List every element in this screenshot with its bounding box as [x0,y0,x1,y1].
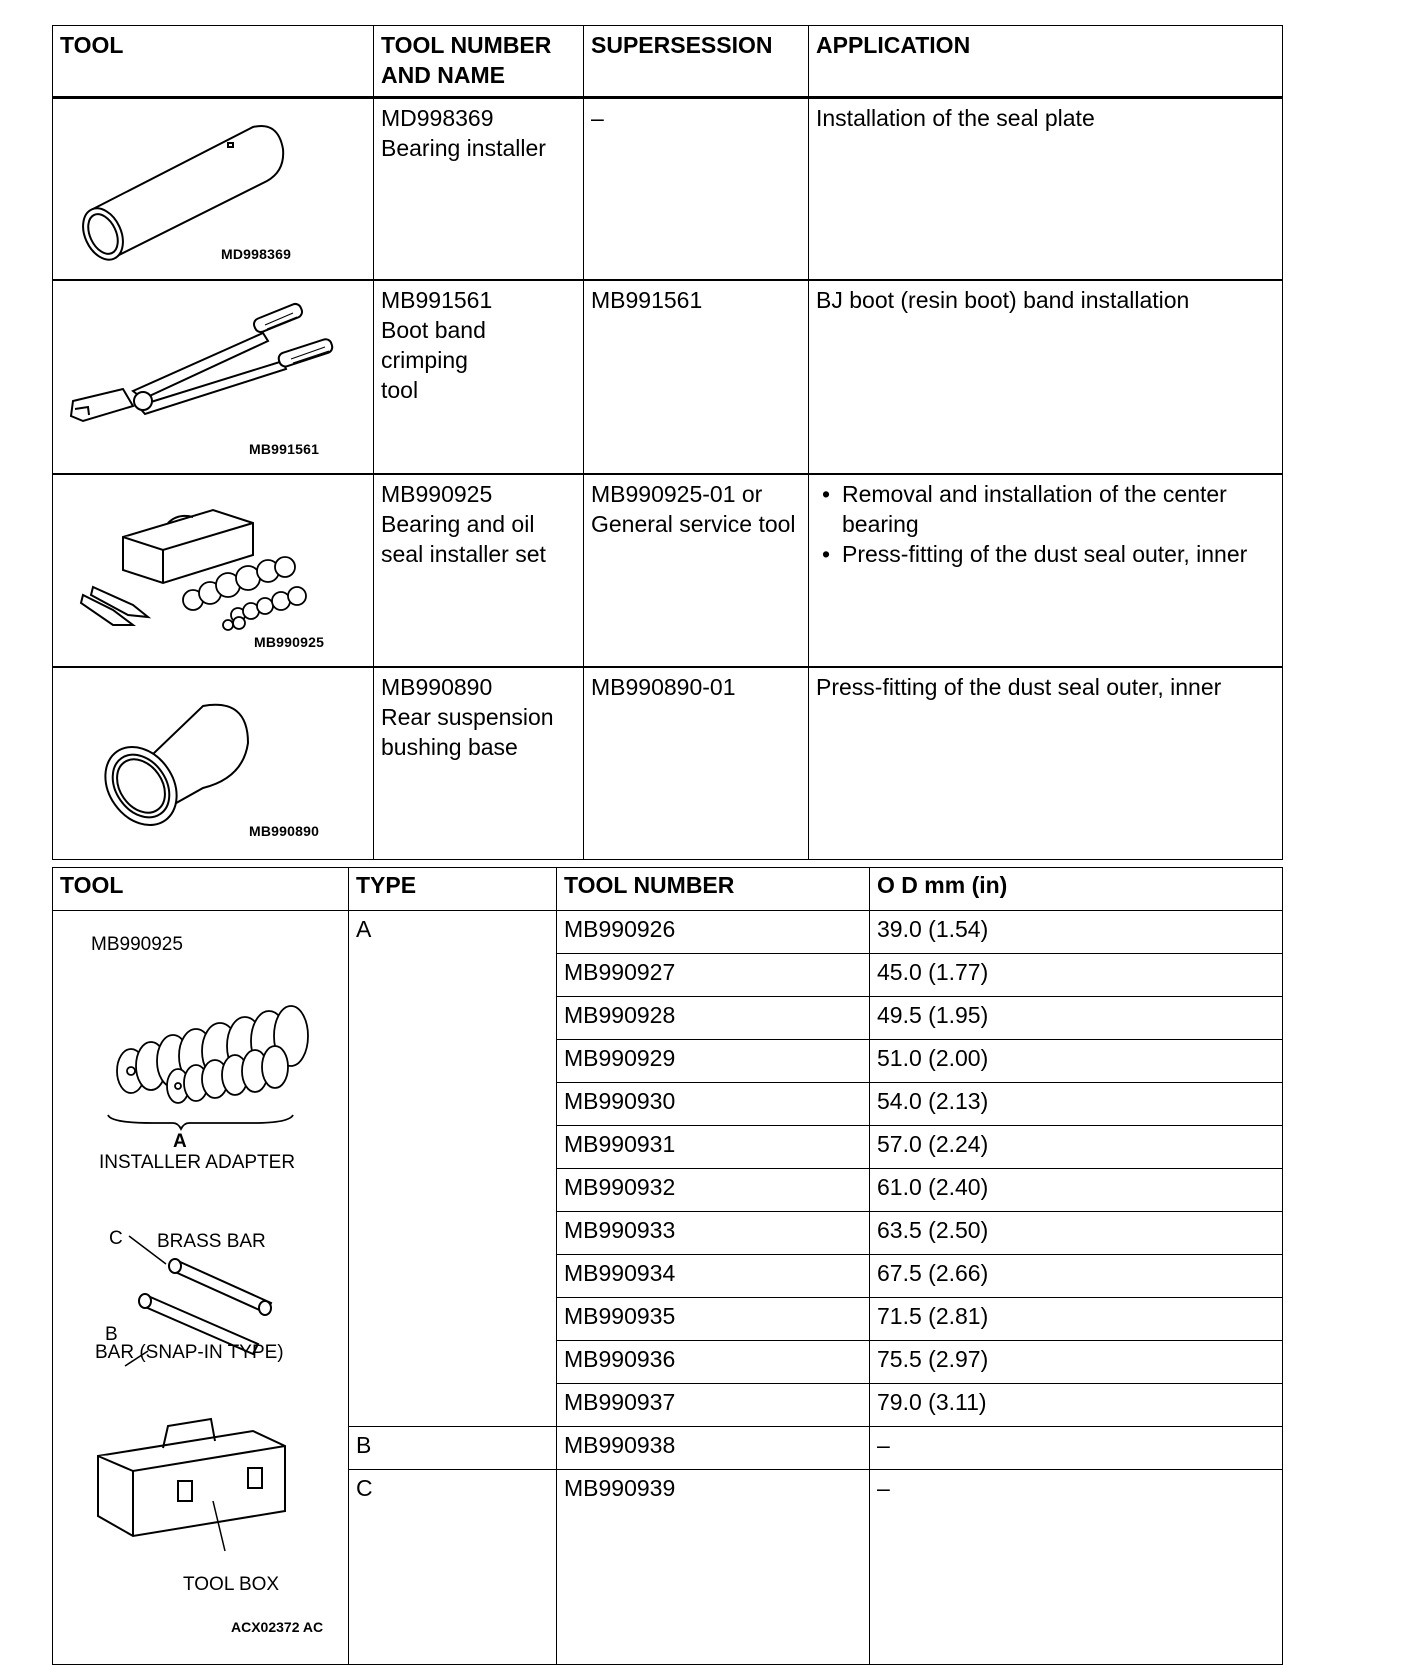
tool-number: MB990928 [557,997,870,1040]
tool-number: MD998369 [381,105,494,131]
table-row [53,98,1283,281]
special-tools-table [52,25,1283,860]
table-row [53,911,1283,954]
od-value: 63.5 (2.50) [870,1212,1283,1255]
tool-number: MB990925 [381,481,493,507]
installer-set-illustration [53,475,374,665]
tool-illustration-cell [53,98,374,281]
tool-illustration-cell [53,474,374,667]
tool-number: MB990890 [381,674,493,700]
header-tool-number: TOOL NUMBER [557,868,870,911]
od-value: 57.0 (2.24) [870,1126,1283,1169]
tool-caption: MD998369 [221,246,292,262]
tool-name: Boot band crimping tool [381,317,486,403]
od-value: 71.5 (2.81) [870,1298,1283,1341]
od-value: 49.5 (1.95) [870,997,1283,1040]
application-list [816,479,1275,569]
tool-number: MB990938 [557,1427,870,1470]
table-row [53,280,1283,474]
tool-number: MB990934 [557,1255,870,1298]
supersession: MB990890-01 [584,667,809,860]
tool-number-name-cell [374,280,584,474]
tool-number: MB990937 [557,1384,870,1427]
supersession: – [584,98,809,281]
od-value: – [870,1470,1283,1665]
header-tool: TOOL [53,868,349,911]
tool-number: MB990933 [557,1212,870,1255]
set-illustration-cell [53,911,349,1665]
tool-number: MB990926 [557,911,870,954]
installer-set-drawing [53,911,349,1631]
type-cell: A [349,911,557,1427]
boot-band-crimping-tool-illustration [53,281,374,471]
type-cell: B [349,1427,557,1470]
tool-number: MB990927 [557,954,870,997]
tool-number: MB990939 [557,1470,870,1665]
header-type: TYPE [349,868,557,911]
application: BJ boot (resin boot) band installation [809,280,1283,474]
od-value: 79.0 (3.11) [870,1384,1283,1427]
tool-number: MB990931 [557,1126,870,1169]
label-a: A [173,1131,187,1152]
tool-number: MB990929 [557,1040,870,1083]
tool-name: Rear suspension bushing base [381,704,554,760]
header-tool-number-name: TOOL NUMBER AND NAME [374,26,584,98]
tool-number: MB990932 [557,1169,870,1212]
tool-caption: MB990925 [254,634,325,650]
od-value: 45.0 (1.77) [870,954,1283,997]
header-application: APPLICATION [809,26,1283,98]
tool-number: MB991561 [381,287,493,313]
od-value: 39.0 (1.54) [870,911,1283,954]
header-od: O D mm (in) [870,868,1283,911]
brass-bar-label: BRASS BAR [157,1231,266,1252]
tool-name: Bearing installer [381,135,546,161]
tool-caption: MB990890 [249,823,320,839]
list-item: • Press-fitting of the dust seal outer, inner [842,539,1275,569]
tool-number: MB990930 [557,1083,870,1126]
set-name-label: MB990925 [91,934,183,955]
tool-illustration-cell [53,667,374,860]
tool-number: MB990936 [557,1341,870,1384]
tool-illustration-cell [53,280,374,474]
application [809,474,1283,667]
type-cell: C [349,1470,557,1665]
tool-number: MB990935 [557,1298,870,1341]
tool-number-name-cell [374,667,584,860]
installer-adapter-table [52,867,1283,1665]
figure-code: ACX02372 AC [231,1619,324,1635]
table-row [53,667,1283,860]
application: Press-fitting of the dust seal outer, inner [809,667,1283,860]
supersession: MB990925-01 or General service tool [584,474,809,667]
tool-number-name-cell [374,98,584,281]
bearing-installer-illustration [53,99,374,279]
od-value: 51.0 (2.00) [870,1040,1283,1083]
list-item: • Removal and installation of the center bearing [842,479,1275,539]
header-supersession: SUPERSESSION [584,26,809,98]
tool-name: Bearing and oil seal installer set [381,511,546,567]
od-value: 54.0 (2.13) [870,1083,1283,1126]
od-value: – [870,1427,1283,1470]
od-value: 75.5 (2.97) [870,1341,1283,1384]
bar-snap-in-label: BAR (SNAP-IN TYPE) [95,1342,284,1363]
table-row [53,474,1283,667]
label-c: C [109,1228,123,1249]
installer-adapter-label: INSTALLER ADAPTER [99,1152,296,1173]
supersession: MB991561 [584,280,809,474]
application: Installation of the seal plate [809,98,1283,281]
od-value: 61.0 (2.40) [870,1169,1283,1212]
header-tool: TOOL [53,26,374,98]
tool-box-label: TOOL BOX [183,1574,280,1595]
tool-number-name-cell [374,474,584,667]
od-value: 67.5 (2.66) [870,1255,1283,1298]
tool-caption: MB991561 [249,441,320,457]
label-b: B [105,1324,118,1345]
bushing-base-illustration [53,668,374,858]
